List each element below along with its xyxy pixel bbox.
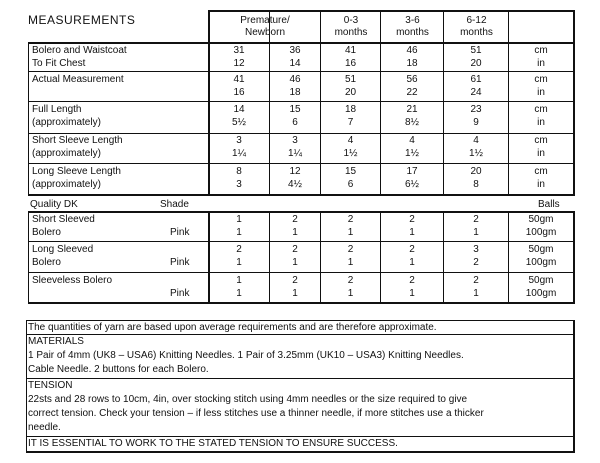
materials-line: 1 Pair of 4mm (UK8 – USA6) Knitting Needles. 1 Pair of 3.25mm (UK10 – USA3) Knitting Needles. bbox=[28, 350, 464, 361]
row-divider bbox=[28, 71, 574, 72]
table-cell: 18 bbox=[344, 104, 357, 115]
table-cell: 14 bbox=[233, 104, 245, 115]
materials-line: Cable Needle. 2 buttons for each Bolero. bbox=[28, 364, 209, 375]
table-cell: 4 bbox=[347, 135, 354, 146]
table-cell: 1 bbox=[347, 227, 354, 238]
table-cell: 4 bbox=[409, 135, 415, 146]
table-cell: 50gm bbox=[528, 244, 554, 255]
table-cell: 3 bbox=[292, 135, 298, 146]
yarn-border-left bbox=[28, 211, 29, 304]
tension-line: needle. bbox=[28, 422, 61, 433]
table-cell: 100gm bbox=[525, 288, 557, 299]
table-cell: cm bbox=[534, 166, 548, 177]
table-cell: 41 bbox=[233, 74, 245, 85]
essential-note: IT IS ESSENTIAL TO WORK TO THE STATED TENSION TO ENSURE SUCCESS. bbox=[28, 438, 398, 449]
table-cell: 1¼ bbox=[232, 148, 246, 159]
table-cell: 24 bbox=[470, 87, 482, 98]
yarn-border-bottom bbox=[28, 302, 575, 304]
yarn-label: Sleeveless Bolero bbox=[32, 275, 113, 286]
table-cell: 46 bbox=[289, 74, 301, 85]
table-cell: 50gm bbox=[528, 214, 554, 225]
table-cell: 9 bbox=[473, 117, 479, 128]
table-cell: 36 bbox=[289, 45, 301, 56]
table-cell: 1 bbox=[292, 227, 298, 238]
table-cell: 1 bbox=[473, 227, 479, 238]
row-label: To Fit Chest bbox=[32, 58, 86, 69]
table-cell: 2 bbox=[292, 275, 298, 286]
table-cell: 4½ bbox=[288, 179, 302, 190]
table-cell: cm bbox=[534, 74, 548, 85]
tension-line: correct tension. Check your tension – if less stitches use a thinner needle, if more stitches use a thicker bbox=[28, 408, 484, 419]
table-cell: 16 bbox=[233, 87, 245, 98]
table-cell: 20 bbox=[470, 166, 482, 177]
table-cell: 12 bbox=[233, 58, 245, 69]
notes-border-right bbox=[573, 320, 575, 453]
table-cell: 18 bbox=[289, 87, 301, 98]
table-cell: 51 bbox=[344, 74, 357, 85]
yarn-label: Long Sleeved bbox=[32, 244, 94, 255]
notes-divider bbox=[26, 378, 574, 379]
table-cell: 1 bbox=[292, 288, 298, 299]
table-cell: 2 bbox=[347, 244, 354, 255]
header-rule bbox=[28, 42, 574, 44]
table-cell: 100gm bbox=[525, 257, 557, 268]
yarn-border-right bbox=[573, 211, 575, 304]
table-cell: 1 bbox=[236, 227, 242, 238]
table-cell: 1½ bbox=[405, 148, 419, 159]
size-header: 3-6 months bbox=[396, 15, 429, 38]
table-cell: 4 bbox=[473, 135, 479, 146]
table-cell: cm bbox=[534, 104, 548, 115]
table-cell: 7 bbox=[347, 117, 354, 128]
table-cell: 2 bbox=[292, 244, 298, 255]
table-cell: 20 bbox=[344, 87, 357, 98]
table-cell: 23 bbox=[470, 104, 482, 115]
table-cell: 1 bbox=[236, 257, 242, 268]
row-label: (approximately) bbox=[32, 148, 101, 159]
table-cell: 2 bbox=[473, 214, 479, 225]
notes-divider bbox=[26, 334, 574, 335]
table-cell: 3 bbox=[236, 135, 242, 146]
table-cell: 56 bbox=[406, 74, 418, 85]
tension-heading: TENSION bbox=[28, 380, 73, 391]
row-divider bbox=[28, 133, 574, 134]
table-cell: 1 bbox=[236, 214, 242, 225]
table-cell: in bbox=[537, 87, 545, 98]
table-border-left bbox=[28, 42, 29, 196]
notes-divider bbox=[26, 436, 574, 437]
table-cell: 6 bbox=[292, 117, 298, 128]
table-cell: 8½ bbox=[405, 117, 419, 128]
table-border-top bbox=[208, 10, 574, 12]
table-cell: 2 bbox=[409, 214, 415, 225]
table-cell: 1 bbox=[292, 257, 298, 268]
table-cell: 16 bbox=[344, 58, 357, 69]
table-cell: 3 bbox=[473, 244, 479, 255]
row-label: (approximately) bbox=[32, 179, 101, 190]
table-cell: 3 bbox=[236, 179, 242, 190]
notes-border-top bbox=[26, 320, 574, 321]
yarn-shade: Pink bbox=[170, 257, 190, 268]
row-label: Actual Measurement bbox=[32, 74, 124, 85]
table-cell: 20 bbox=[470, 58, 482, 69]
tension-line: 22sts and 28 rows to 10cm, 4in, over stocking stitch using 4mm needles or the size required to give bbox=[28, 394, 468, 405]
table-cell: 14 bbox=[289, 58, 301, 69]
yarn-label: Bolero bbox=[32, 257, 61, 268]
table-cell: 2 bbox=[409, 275, 415, 286]
table-cell: 2 bbox=[473, 275, 479, 286]
table-cell: in bbox=[537, 179, 545, 190]
yarn-shade: Pink bbox=[170, 227, 190, 238]
table-cell: 2 bbox=[347, 214, 354, 225]
table-cell: 41 bbox=[344, 45, 357, 56]
table-cell: in bbox=[537, 117, 545, 128]
table-cell: 1 bbox=[347, 288, 354, 299]
table-cell: 2 bbox=[409, 244, 415, 255]
row-divider bbox=[28, 163, 574, 164]
materials-heading: MATERIALS bbox=[28, 336, 84, 347]
table-cell: 18 bbox=[406, 58, 418, 69]
yarn-label: Bolero bbox=[32, 227, 61, 238]
table-cell: cm bbox=[534, 135, 548, 146]
row-label: (approximately) bbox=[32, 117, 101, 128]
table-cell: 1 bbox=[473, 288, 479, 299]
row-label: Full Length bbox=[32, 104, 82, 115]
table-cell: 1 bbox=[347, 257, 354, 268]
table-cell: 1 bbox=[409, 257, 415, 268]
table-cell: in bbox=[537, 148, 545, 159]
yarn-shade: Pink bbox=[170, 288, 190, 299]
size-header: Premature/ Newborn bbox=[240, 15, 290, 38]
row-divider bbox=[28, 241, 575, 242]
table-cell: 15 bbox=[289, 104, 301, 115]
table-cell: cm bbox=[534, 45, 548, 56]
table-cell: 2 bbox=[236, 244, 242, 255]
table-cell: 1 bbox=[409, 227, 415, 238]
yarn-border-top bbox=[28, 211, 575, 213]
table-cell: 2 bbox=[473, 257, 479, 268]
table-cell: 21 bbox=[406, 104, 418, 115]
table-cell: 1¼ bbox=[288, 148, 302, 159]
table-cell: in bbox=[537, 58, 545, 69]
table-cell: 46 bbox=[406, 45, 418, 56]
table-cell: 8 bbox=[236, 166, 242, 177]
table-cell: 22 bbox=[406, 87, 418, 98]
table-cell: 1 bbox=[236, 288, 242, 299]
table-cell: 2 bbox=[292, 214, 298, 225]
row-divider bbox=[28, 101, 574, 102]
row-divider bbox=[28, 272, 575, 273]
notes-border-bottom bbox=[26, 451, 574, 453]
yarn-label: Short Sleeved bbox=[32, 214, 95, 225]
notes-border-left bbox=[26, 320, 27, 453]
row-label: Short Sleeve Length bbox=[32, 135, 123, 146]
table-cell: 2 bbox=[347, 275, 354, 286]
table-cell: 6½ bbox=[405, 179, 419, 190]
size-header: 6-12 months bbox=[460, 15, 493, 38]
table-cell: 61 bbox=[470, 74, 482, 85]
row-label: Long Sleeve Length bbox=[32, 166, 121, 177]
size-header: 0-3 months bbox=[334, 15, 368, 38]
table-border-right bbox=[573, 10, 575, 196]
table-cell: 12 bbox=[289, 166, 301, 177]
table-cell: 15 bbox=[344, 166, 357, 177]
quantities-note: The quantities of yarn are based upon average requirements and are therefore approximate. bbox=[28, 322, 437, 333]
page-title: MEASUREMENTS bbox=[28, 13, 136, 27]
table-cell: 51 bbox=[470, 45, 482, 56]
table-cell: 100gm bbox=[525, 227, 557, 238]
shade-label: Shade bbox=[160, 199, 189, 210]
table-cell: 5½ bbox=[232, 117, 246, 128]
table-cell: 31 bbox=[233, 45, 245, 56]
balls-label: Balls bbox=[538, 199, 560, 210]
table-border-bottom bbox=[28, 194, 574, 196]
table-cell: 8 bbox=[473, 179, 479, 190]
table-cell: 6 bbox=[347, 179, 354, 190]
row-label: Bolero and Waistcoat bbox=[32, 45, 127, 56]
table-cell: 1 bbox=[409, 288, 415, 299]
table-cell: 1 bbox=[236, 275, 242, 286]
quality-label: Quality DK bbox=[30, 199, 78, 210]
table-cell: 50gm bbox=[528, 275, 554, 286]
table-cell: 17 bbox=[406, 166, 418, 177]
table-cell: 1½ bbox=[343, 148, 358, 159]
table-cell: 1½ bbox=[469, 148, 483, 159]
